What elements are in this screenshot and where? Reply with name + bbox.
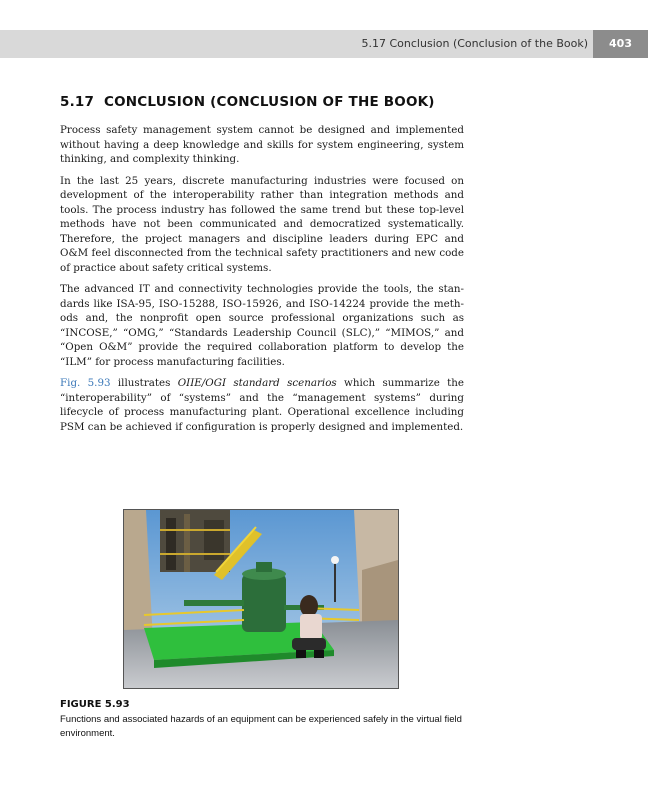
running-header [0, 30, 648, 58]
virtual-field-scene-image [124, 510, 398, 688]
figure-photo [123, 509, 399, 689]
section-number: 5.17 [60, 94, 95, 110]
page-number: 403 [593, 30, 648, 58]
figure-label: FIGURE 5.93 [60, 699, 130, 710]
section-heading [60, 94, 480, 110]
paragraph-4 [60, 376, 464, 434]
paragraph-1: Process safety management system cannot be designed and implemented without having a deep knowledge and skills for system engineering, system thinking, and complexity thinking. [60, 124, 464, 165]
paragraph-4-text-a: illustrates [110, 377, 178, 389]
section-title: CONCLUSION (CONCLUSION OF THE BOOK) [104, 94, 435, 110]
figure-reference-link[interactable]: Fig. 5.93 [60, 377, 111, 389]
paragraph-3: The advanced IT and connectivity technologies provide the tools, the standards like ISA-95, ISO-15288, ISO-15926, and ISO-14224 provide the methods and, the nonprofit open source professional organizations such as “INCOSE,” “OMG,” “Standards Leadership Council (SLC),” “MIMOS,” and “Open O&M” provide the required collaboration platform to develop the “ILM” for process manufacturing facilities. [60, 283, 464, 368]
paragraph-2: In the last 25 years, discrete manufacturing industries were focused on development of the interoperability rather than integration methods and tools. The process industry has followed the same trend but these top-level methods have not been communicated and democratized systematically. Therefore, the project managers and discipline leaders during EPC and O&M feel disconnected from the technical safety practitioners and new code of practice about safety critical systems. [60, 174, 464, 274]
body-text [60, 123, 464, 441]
figure-caption: Functions and associated hazards of an equipment can be experienced safely in the virtual field environment. [60, 714, 462, 739]
paragraph-4-emphasis: OIIE/OGI standard scenarios [177, 377, 337, 389]
paragraph-4-text-b: which summarize the “interoperability” of “systems” and the “management systems” during lifecycle of process manufacturing plant. Operational excellence including PSM can be achieved if configuration is properly designed and implemented. [60, 377, 464, 433]
running-title: 5.17 Conclusion (Conclusion of the Book) [361, 37, 588, 50]
